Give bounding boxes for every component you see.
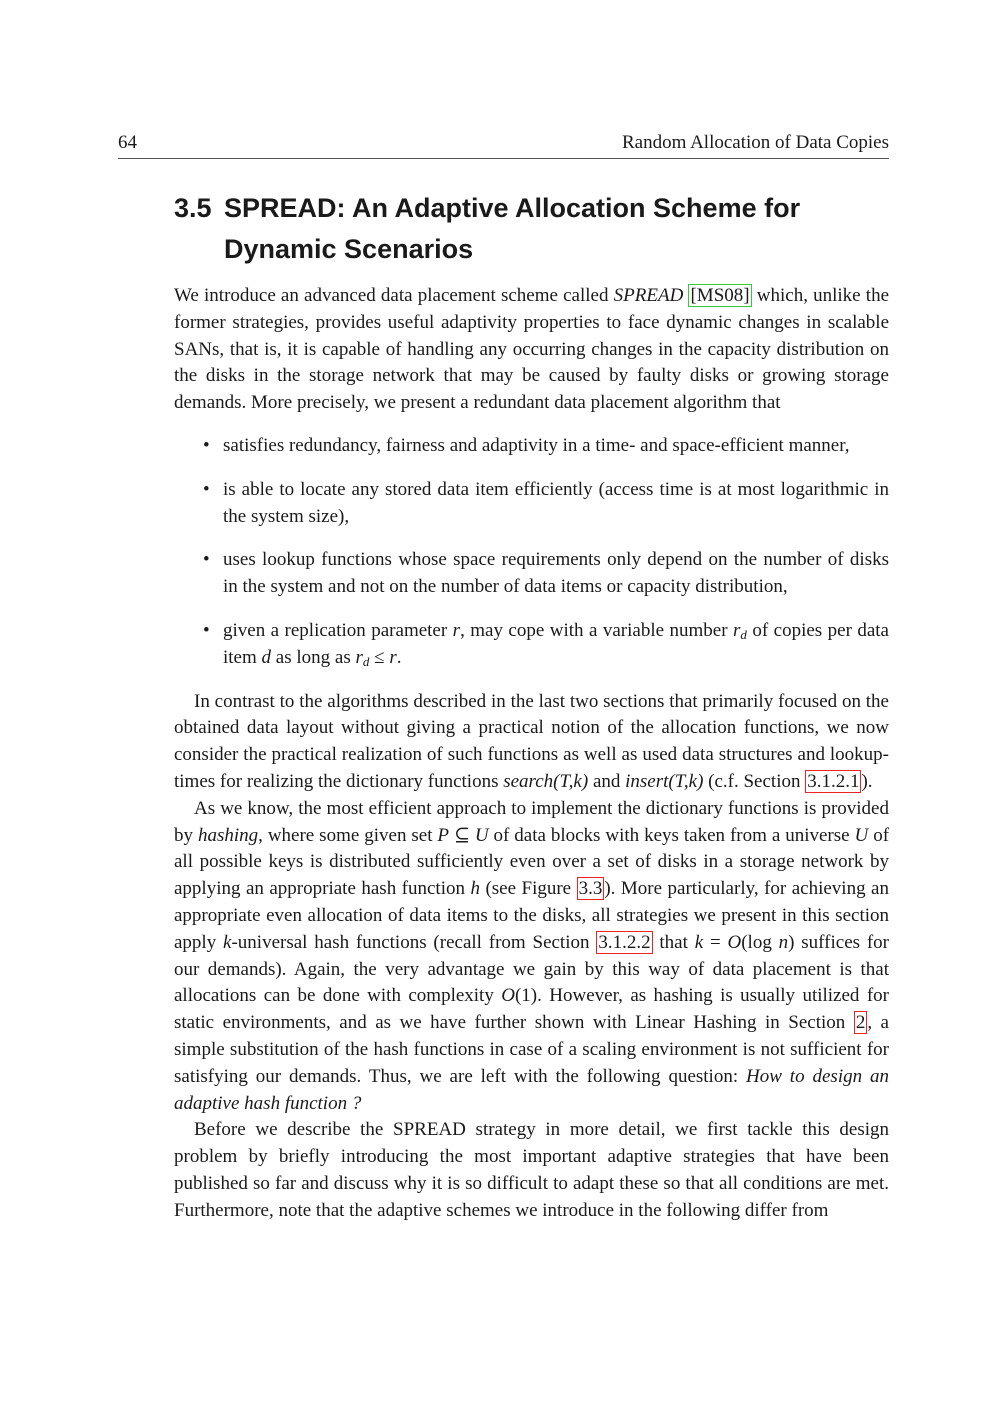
body-text [174, 283, 889, 1225]
citation-ms08[interactable]: [MS08] [690, 285, 750, 306]
list-item: • is able to locate any stored data item efficiently (access time is at most logarithmic in the system size), [203, 478, 889, 527]
intro-paragraph: We introduce an advanced data placement scheme called SPREAD [MS08] which, unlike the former strategies, provides useful adaptivity properties to face dynamic changes in scalable SANs, that is, it is capable of handling any occurring changes in the capacity distribution on the disks in the storage network that may be caused by faulty disks or growing storage demands. More precisely, we present a redundant data placement algorithm that [174, 285, 889, 414]
running-title: Random Allocation of Data Copies [621, 132, 889, 153]
section-ref-2[interactable]: 2 [855, 1012, 866, 1034]
page-header [118, 132, 889, 159]
section-ref-3-1-2-1[interactable]: 3.1.2.1 [807, 770, 860, 792]
section-title: SPREAD: An Adaptive Allocation Scheme for Dynamic Scenarios [224, 193, 801, 264]
figure-ref-3-3[interactable]: 3.3 [578, 878, 603, 900]
list-item: • uses lookup functions whose space requirements only depend on the number of disks in the system and not on the number of data items or capacity distribution, [203, 549, 889, 598]
bullet-icon: • [203, 434, 210, 456]
section-ref-3-1-2-2[interactable]: 3.1.2.2 [598, 931, 651, 953]
bullet-icon: • [203, 549, 210, 571]
page-number: 64 [118, 132, 137, 153]
property-list [174, 433, 889, 672]
section-number: 3.5 [174, 193, 212, 223]
list-item: • given a replication parameter r, may cope with a variable number $r_d$ of copies per data item d as long as $r_d \le r$. [203, 619, 889, 669]
paragraph-contrast: In contrast to the algorithms described in the last two sections that primarily focused on the obtained data layout without giving a practical notion of the allocation functions, we now consider the practical realization of such functions as well as used data structures and lookup-times for realizing the dictionary functions search(T,k) and insert(T,k) (c.f. Section 3.1.2.1 ). [174, 690, 889, 792]
paragraph-hashing: As we know, the most efficient approach to implement the dictionary functions is provided by hashing, where some given set P ⊆ U of data blocks with keys taken from a universe U of all possible keys is distributed sufficiently even over a set of disks in a storage network by applying an appropriate hash function h (see Figure 3.3 ). More particularly, for achieving an appropriate even allocation of data items to the disks, all strategies we present in this section apply k-universal hash functions (recall from Section 3.1.2.2 that k = O(log n) suffices for our demands). Again, the very advantage we gain by this way of data placement is that allocations can be done with complexity O(1). However, as hashing is usually utilized for static environments, and as we have further shown with Linear Hashing in Section 2 , a simple substitution of the hash functions in case of a scaling environment is not sufficient for satisfying our demands. Thus, we are left with the following question: How to design an adaptive hash function ? [174, 797, 890, 1114]
question-text: How to design an adaptive hash function ? [174, 1065, 889, 1114]
spread-term: SPREAD [613, 285, 684, 306]
bullet-icon: • [203, 478, 210, 500]
paragraph-before: Before we describe the SPREAD strategy in more detail, we first tackle this design problem by briefly introducing the most important adaptive strategies that have been published so far and discuss why it is so difficult to adapt these so that all conditions are met. Furthermore, note that the adaptive schemes we introduce in the following differ from [174, 1119, 889, 1221]
bullet-icon: • [203, 619, 210, 641]
section-heading [174, 188, 889, 270]
list-item: • satisfies redundancy, fairness and adaptivity in a time- and space-efficient manner, [174, 433, 889, 460]
